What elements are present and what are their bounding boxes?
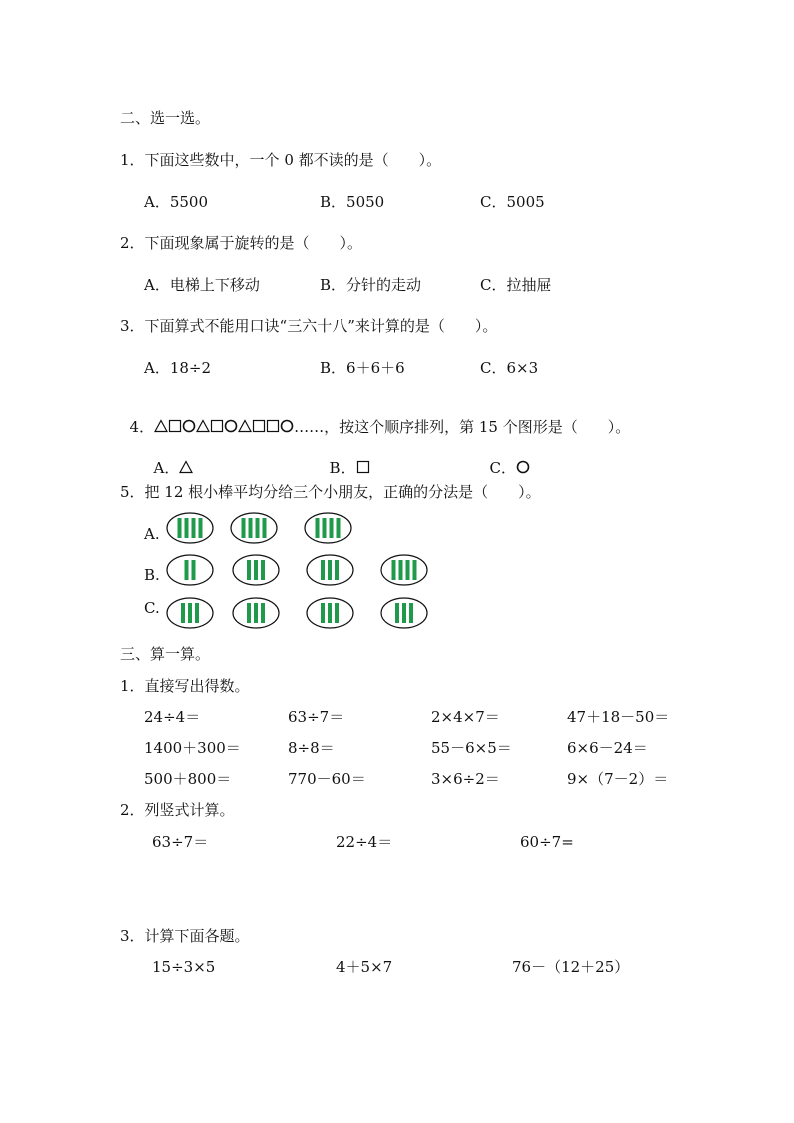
vertical-calc-item: 63÷7＝ <box>152 833 209 851</box>
stick <box>395 603 399 623</box>
vertical-calc-item: 22÷4＝ <box>336 833 393 851</box>
stick <box>399 560 403 580</box>
stick <box>185 560 189 580</box>
q5-group-c-4 <box>380 597 428 629</box>
stick <box>261 603 265 623</box>
stick-group-ellipse <box>381 555 427 585</box>
q4-stem: 4． ……，按这个顺序排列，第 15 个图形是（ ）。 <box>129 418 631 436</box>
square-icon <box>168 419 182 437</box>
stick <box>199 518 203 538</box>
part2-title: 2．列竖式计算。 <box>120 801 235 819</box>
square-icon <box>266 419 280 437</box>
q5-stem: 5．把 12 根小棒平均分给三个小朋友，正确的分法是（ ）。 <box>120 483 541 501</box>
q3-option-c[interactable]: C．6×3 <box>480 359 539 377</box>
stick <box>185 518 189 538</box>
q1-option-a[interactable]: A．5500 <box>144 193 209 211</box>
stick <box>188 603 192 623</box>
calc-item: 55－6×5＝ <box>431 739 512 757</box>
q5-group-c-2 <box>232 597 280 629</box>
stick <box>409 603 413 623</box>
stick <box>323 518 327 538</box>
circle-icon <box>280 419 294 437</box>
q3-option-a[interactable]: A．18÷2 <box>144 359 212 377</box>
circle-icon <box>182 419 196 437</box>
q4-shape-sequence <box>154 418 294 436</box>
mixed-calc-item: 15÷3×5 <box>152 958 216 976</box>
q1-stem: 1．下面这些数中，一个 0 都不读的是（ ）。 <box>120 151 442 169</box>
stick <box>402 603 406 623</box>
stick <box>335 560 339 580</box>
q1-option-b[interactable]: B．5050 <box>320 193 385 211</box>
q2-option-a[interactable]: A．电梯上下移动 <box>144 276 260 294</box>
stick-group-ellipse <box>305 513 351 543</box>
q5-group-b-4 <box>380 554 428 586</box>
calc-item: 770－60＝ <box>288 770 366 788</box>
calc-item: 47＋18－50＝ <box>567 708 670 726</box>
triangle-icon <box>179 460 193 478</box>
stick-group-ellipse <box>167 513 213 543</box>
stick <box>192 518 196 538</box>
circle-icon <box>516 460 530 478</box>
stick <box>247 560 251 580</box>
stick <box>321 603 325 623</box>
q5-group-c-3 <box>306 597 354 629</box>
q4-option-c[interactable]: C． <box>480 441 530 478</box>
q5-option-c-label[interactable]: C. <box>144 599 160 617</box>
q5-group-b-2 <box>232 554 280 586</box>
q5-group-c-1 <box>166 597 214 629</box>
square-icon <box>252 419 266 437</box>
square-icon <box>356 460 370 478</box>
stick <box>261 560 265 580</box>
stick <box>181 603 185 623</box>
stick <box>192 560 196 580</box>
q1-option-c[interactable]: C．5005 <box>480 193 545 211</box>
stick <box>254 560 258 580</box>
section-3-title: 三、算一算。 <box>120 645 211 663</box>
q5-group-a-3 <box>304 512 352 544</box>
q2-option-b[interactable]: B．分针的走动 <box>320 276 422 294</box>
stick <box>242 518 246 538</box>
q5-group-b-3 <box>306 554 354 586</box>
stick-group-ellipse <box>231 513 277 543</box>
q5-group-b-1 <box>166 554 214 586</box>
q4-option-b[interactable]: B． <box>320 441 370 478</box>
q4-option-a[interactable]: A． <box>144 441 193 478</box>
stick <box>254 603 258 623</box>
part1-title: 1．直接写出得数。 <box>120 677 250 695</box>
q5-group-a-2 <box>230 512 278 544</box>
q5-option-a-label[interactable]: A. <box>144 525 160 543</box>
q2-stem: 2．下面现象属于旋转的是（ ）。 <box>120 234 363 252</box>
q3-stem: 3．下面算式不能用口诀“三六十八”来计算的是（ ）。 <box>120 317 498 335</box>
stick <box>247 603 251 623</box>
square-icon <box>210 419 224 437</box>
q5-option-b-label[interactable]: B. <box>144 566 160 584</box>
stick <box>263 518 267 538</box>
stick <box>195 603 199 623</box>
stick <box>316 518 320 538</box>
stick-group-ellipse <box>167 555 213 585</box>
calc-item: 3×6÷2＝ <box>431 770 500 788</box>
stick <box>335 603 339 623</box>
q2-option-c[interactable]: C．拉抽屉 <box>480 276 552 294</box>
calc-item: 500＋800＝ <box>144 770 232 788</box>
calc-item: 6×6－24＝ <box>567 739 648 757</box>
calc-item: 9×（7－2）＝ <box>567 770 669 788</box>
stick <box>328 603 332 623</box>
triangle-icon <box>196 419 210 437</box>
stick <box>392 560 396 580</box>
vertical-calc-item: 60÷7= <box>520 833 574 851</box>
calc-item: 63÷7＝ <box>288 708 345 726</box>
section-2-title: 二、选一选。 <box>120 109 211 127</box>
stick <box>256 518 260 538</box>
stick <box>178 518 182 538</box>
calc-item: 2×4×7＝ <box>431 708 500 726</box>
stick <box>413 560 417 580</box>
q3-option-b[interactable]: B．6＋6＋6 <box>320 359 405 377</box>
calc-item: 24÷4＝ <box>144 708 201 726</box>
q4-stem-tail: ……，按这个顺序排列，第 15 个图形是（ ）。 <box>294 418 631 436</box>
stick <box>321 560 325 580</box>
triangle-icon <box>154 419 168 437</box>
circle-icon <box>224 419 238 437</box>
triangle-icon <box>238 419 252 437</box>
q5-group-a-1 <box>166 512 214 544</box>
stick <box>249 518 253 538</box>
calc-item: 1400＋300＝ <box>144 739 241 757</box>
stick <box>330 518 334 538</box>
mixed-calc-item: 76－（12＋25） <box>512 958 630 976</box>
part3-title: 3．计算下面各题。 <box>120 927 250 945</box>
mixed-calc-item: 4＋5×7 <box>336 958 393 976</box>
calc-item: 8÷8＝ <box>288 739 335 757</box>
stick <box>328 560 332 580</box>
stick <box>406 560 410 580</box>
stick <box>337 518 341 538</box>
